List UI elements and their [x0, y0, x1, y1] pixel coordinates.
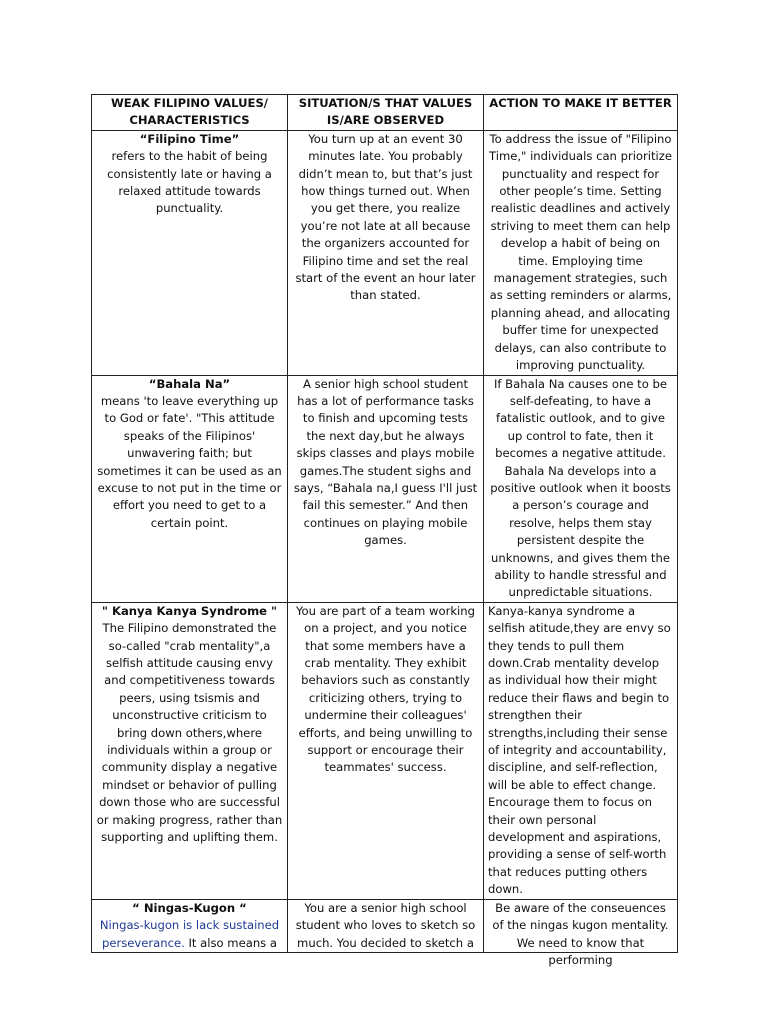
header-row [92, 95, 678, 131]
header-action: ACTION TO MAKE IT BETTER [484, 95, 678, 131]
table-row [92, 130, 678, 375]
action-cell: If Bahala Na causes one to be self-defeating, to have a fatalistic outlook, and to give up control to fate, then it becomes a negative attitude. Bahala Na develops into a positive outlook when it boosts a person’s courage and resolve, helps them stay persistent despite the unknowns, and gives them the ability to handle stressful and unpredictable situations. [484, 375, 678, 602]
value-title: “Filipino Time” [139, 131, 240, 146]
value-cell [92, 375, 288, 602]
value-cell [92, 130, 288, 375]
situation-cell [288, 899, 484, 952]
action-cell: Kanya-kanya syndrome a selfish atitude,they are envy so they tends to pull them down.Crab mentality develop as individual how their might reduce their flaws and begin to strengthen their strengths,including their sense of integrity and accountability, discipline, and self-reflection, will be able to effect change. Encourage them to focus on their own personal development and aspirations, providing a sense of self-worth that reduces putting others down. [484, 602, 678, 899]
situation-cell: A senior high school student has a lot of performance tasks to finish and upcoming tests the next day,but he always skips classes and plays mobile games.The student sighs and says, “Bahala na,I guess I'll just fail this semester.” And then continues on playing mobile games. [288, 375, 484, 602]
situation-text: You are a senior high school student who loves to sketch so much. You decided to sketch a [295, 900, 476, 950]
value-title: “ Ningas-Kugon “ [132, 900, 247, 915]
action-text: Be aware of the conseuences of the ningas kugon mentality. We need to know that performing [492, 900, 669, 967]
value-title: “Bahala Na” [148, 376, 231, 391]
header-situations: SITUATION/S THAT VALUES IS/ARE OBSERVED [288, 95, 484, 131]
value-title: " Kanya Kanya Syndrome " [101, 603, 278, 618]
table-row [92, 602, 678, 899]
situation-cell: You are part of a team working on a project, and you notice that some members have a crab mentality. They exhibit behaviors such as constantly criticizing others, trying to undermine their colleagues' efforts, and being unwilling to support or encourage their teammates' success. [288, 602, 484, 899]
value-cell [92, 899, 288, 952]
table-row [92, 899, 678, 952]
value-cell [92, 602, 288, 899]
value-description: The Filipino demonstrated the so-called "crab mentality",a selfish attitude causing envy and competitiveness towards peers, using tsismis and unconstructive criticism to bring down others,where individuals within a group or community display a negative mindset or behavior of pulling down those who are successful or making progress, rather than supporting and uplifting them. [96, 621, 283, 845]
table-row [92, 375, 678, 602]
value-description-highlight: Ningas-kugon is lack sustained perseverance. [99, 918, 280, 950]
action-cell [484, 899, 678, 967]
value-description: refers to the habit of being consistently late or having a relaxed attitude towards punctuality. [107, 149, 272, 216]
value-description: It also means a [184, 935, 278, 950]
value-description: means 'to leave everything up to God or fate'. "This attitude speaks of the Filipinos' unwavering faith; but sometimes it can be used as an excuse to not put in the time or effort you need to get to a certain point. [97, 393, 282, 530]
action-cell: To address the issue of "Filipino Time," individuals can prioritize punctuality and respect for other people’s time. Setting realistic deadlines and actively striving to meet them can help develop a habit of being on time. Employing time management strategies, such as setting reminders or alarms, planning ahead, and allocating buffer time for unexpected delays, can also contribute to improving punctuality. [484, 130, 678, 375]
header-weak-values: WEAK FILIPINO VALUES/ CHARACTERISTICS [92, 95, 288, 131]
values-table [91, 94, 678, 967]
situation-cell: You turn up at an event 30 minutes late. You probably didn’t mean to, but that’s just how things turned out. When you get there, you realize you’re not late at all because the organizers accounted for Filipino time and set the real start of the event an hour later than stated. [288, 130, 484, 375]
